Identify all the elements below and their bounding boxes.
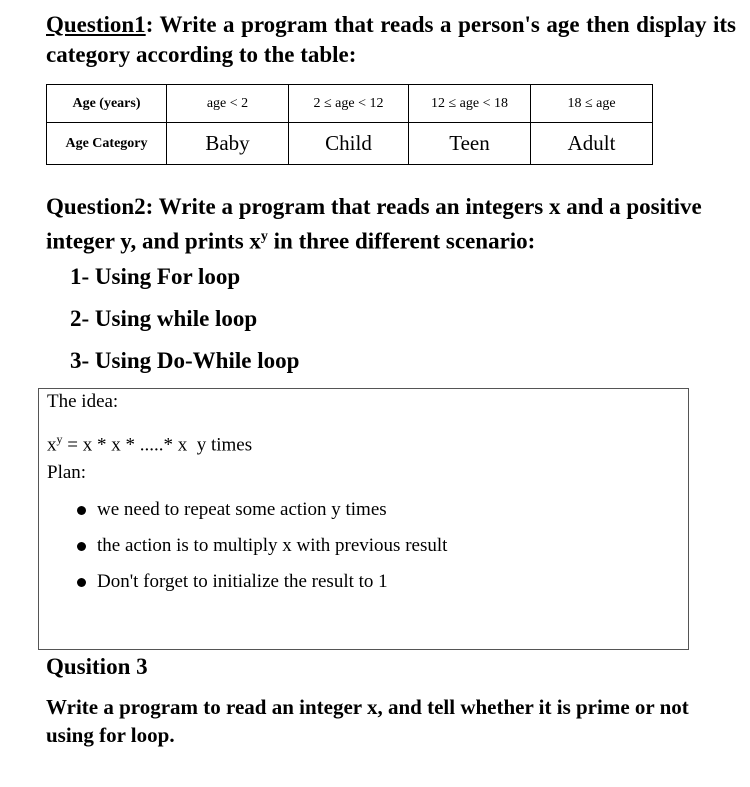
table-cell: Age (years) <box>47 85 167 123</box>
table-cell: Child <box>289 123 409 165</box>
plan-label: Plan: <box>47 462 87 483</box>
table-cell: 2 ≤ age < 12 <box>289 85 409 123</box>
formula <box>47 427 252 457</box>
formula-superscript: y <box>56 432 63 446</box>
table-row <box>47 85 653 123</box>
table-cell: age < 2 <box>167 85 289 123</box>
question1-text: : Write a program that reads a person's age then display its category according to the table: <box>46 12 736 67</box>
formula-rest: = x * x * .....* x y times <box>62 434 253 456</box>
question1-heading <box>46 10 736 70</box>
question2-heading <box>46 192 736 257</box>
question2-steps <box>70 262 299 388</box>
idea-box <box>38 388 689 650</box>
list-item: 1- Using For loop <box>70 264 241 289</box>
table-cell: Teen <box>409 123 531 165</box>
table-cell: 12 ≤ age < 18 <box>409 85 531 123</box>
list-item: the action is to multiply x with previous result <box>77 534 447 570</box>
list-item: Don't forget to initialize the result to 1 <box>77 570 447 606</box>
plan-bullets <box>77 498 447 606</box>
idea-label: The idea: <box>47 391 119 412</box>
question2-superscript: y <box>260 229 268 244</box>
age-category-table <box>46 84 653 165</box>
question3-text: Write a program to read an integer x, and tell whether it is prime or not using for loop. <box>46 695 689 747</box>
list-item: 2- Using while loop <box>70 306 258 331</box>
formula-base: x <box>47 434 57 456</box>
question1-label: Question1 <box>46 12 146 37</box>
table-cell: 18 ≤ age <box>531 85 653 123</box>
list-item: 3- Using Do-While loop <box>70 348 300 373</box>
question2-text-before: Question2: Write a program that reads an integers x and a positive integer y, and prints x <box>46 194 702 254</box>
table-cell: Adult <box>531 123 653 165</box>
table-row <box>47 123 653 165</box>
question2-text-after: in three different scenario: <box>267 228 536 254</box>
table-cell: Age Category <box>47 123 167 165</box>
table-cell: Baby <box>167 123 289 165</box>
question3-heading: Qusition 3 <box>46 654 148 679</box>
list-item: we need to repeat some action y times <box>77 498 447 534</box>
